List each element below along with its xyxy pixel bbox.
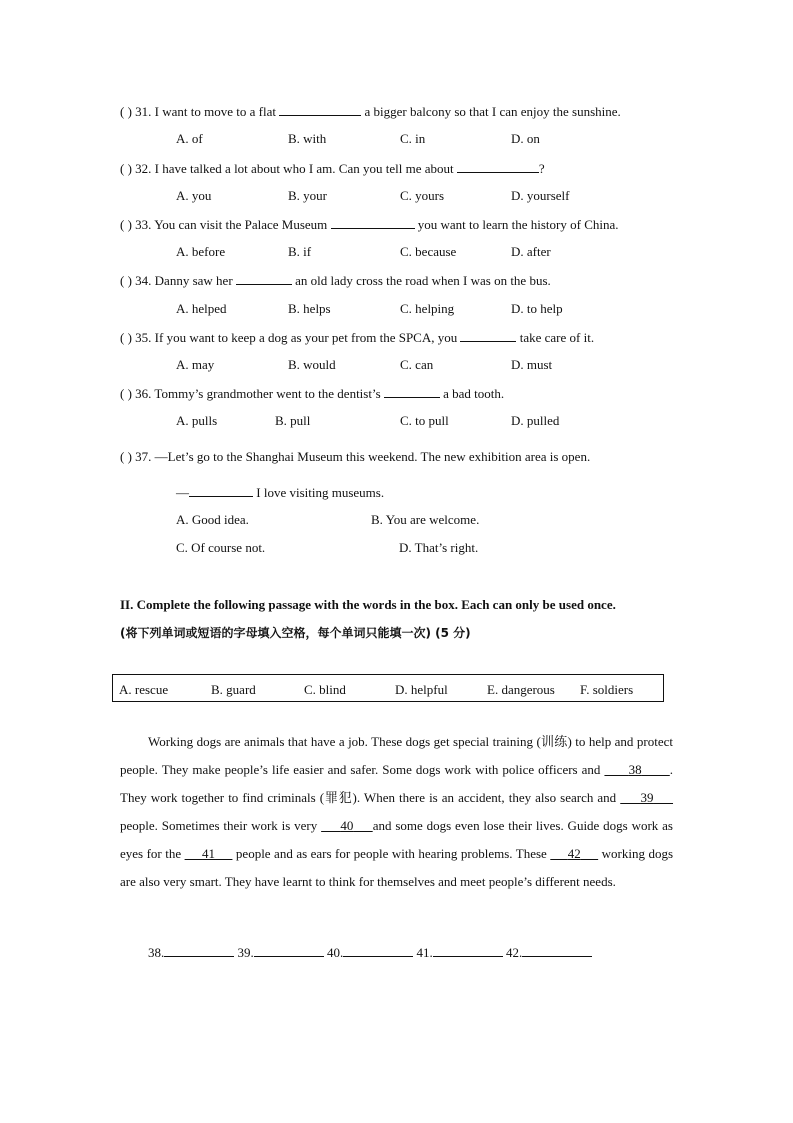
answer-label: 42. [506,945,523,960]
blank-42[interactable]: 42 [567,846,581,861]
passage-text: . They work together to find criminals (罪犯). When there is an accident, they also search and [120,762,674,805]
option-b[interactable]: B. your [288,188,327,203]
option-d[interactable]: D. after [511,244,551,259]
word-option: E. dangerous [487,682,555,697]
option-c[interactable]: C. in [400,131,426,146]
answer-paren[interactable]: ( ) [120,104,132,119]
question-35 [120,329,594,346]
answer-label: 38. [148,945,165,960]
option-d[interactable]: D. pulled [511,413,560,428]
answer-paren[interactable]: ( ) [120,217,132,232]
option-a[interactable]: A. pulls [176,413,218,428]
passage-text: working dogs are also very smart. They have learnt to think for themselves and meet people’s different needs. [120,846,673,889]
answer-blank[interactable] [457,160,539,173]
word-option: F. soldiers [580,682,634,697]
blank-38[interactable]: 38 [628,762,642,777]
question-36 [120,385,504,402]
option-a[interactable]: A. before [176,244,226,259]
option-d[interactable]: D. on [511,131,540,146]
answer-paren[interactable]: ( ) [120,161,132,176]
passage-text: Working dogs are animals that have a job. These dogs get special training (训练) to help and protect people. They make people’s life easier and safer. Some dogs work with police officers and [120,734,673,777]
option-a[interactable]: A. Good idea. [176,512,249,527]
option-a[interactable]: A. of [176,131,203,146]
option-d[interactable]: D. must [511,357,553,372]
option-b[interactable]: B. helps [288,301,331,316]
option-a[interactable]: A. may [176,357,215,372]
question-text: 35. If you want to keep a dog as your pet from the SPCA, you [135,330,458,345]
passage-text: people. Sometimes their work is very [120,818,318,833]
option-c[interactable]: C. helping [400,301,455,316]
option-c[interactable]: C. yours [400,188,445,203]
question-34 [120,272,551,289]
word-option: D. helpful [395,682,448,697]
answer-blank-38[interactable] [164,944,234,957]
option-b[interactable]: B. You are welcome. [371,512,480,527]
dash: — [176,485,189,500]
reply-text: I love visiting museums. [256,485,385,500]
answer-label: 39. [237,945,254,960]
answer-line [148,944,592,961]
section-subtitle: (将下列单词或短语的字母填入空格，每个单词只能填一次) (5 分) [120,626,471,640]
passage-text: and some dogs even lose their lives. Guide dogs work as eyes for the [120,818,673,861]
answer-paren[interactable]: ( ) [120,273,132,288]
passage-text: people and as ears for people with hearing problems. These [235,846,547,861]
passage [120,728,673,896]
option-d[interactable]: D. to help [511,301,563,316]
option-d[interactable]: D. That’s right. [399,540,479,555]
question-text: a bad tooth. [443,386,505,401]
answer-paren[interactable]: ( ) [120,386,132,401]
answer-paren[interactable]: ( ) [120,330,132,345]
answer-blank[interactable] [236,272,292,285]
word-option: B. guard [211,682,256,697]
question-33 [120,216,619,233]
question-32 [120,160,545,177]
question-text: take care of it. [519,330,595,345]
answer-blank[interactable] [384,385,440,398]
answer-blank[interactable] [279,103,361,116]
option-a[interactable]: A. helped [176,301,227,316]
question-text: 31. I want to move to a flat [135,104,276,119]
question-text: a bigger balcony so that I can enjoy the sunshine. [364,104,621,119]
answer-blank-39[interactable] [254,944,324,957]
question-text: 34. Danny saw her [135,273,233,288]
answer-blank-41[interactable] [433,944,503,957]
dialogue-reply [176,484,384,501]
option-c[interactable]: C. because [400,244,457,259]
option-b[interactable]: B. if [288,244,312,259]
option-d[interactable]: D. yourself [511,188,570,203]
answer-paren[interactable]: ( ) [120,449,132,464]
blank-39[interactable]: 39 [640,790,654,805]
option-c[interactable]: C. to pull [400,413,449,428]
answer-blank[interactable] [189,484,253,497]
question-text: 36. Tommy’s grandmother went to the dentist’s [135,386,381,401]
question-text: ? [538,161,545,176]
question-text: you want to learn the history of China. [417,217,619,232]
answer-blank-42[interactable] [522,944,592,957]
word-option: A. rescue [119,682,169,697]
blank-40[interactable]: 40 [340,818,354,833]
option-b[interactable]: B. pull [275,413,311,428]
blank-41[interactable]: 41 [202,846,216,861]
question-text: an old lady cross the road when I was on the bus. [295,273,551,288]
answer-label: 41. [416,945,433,960]
question-text: 33. You can visit the Palace Museum [135,217,328,232]
option-c[interactable]: C. can [400,357,434,372]
option-b[interactable]: B. with [288,131,327,146]
word-option: C. blind [304,682,346,697]
option-c[interactable]: C. Of course not. [176,540,266,555]
option-b[interactable]: B. would [288,357,336,372]
section-title: II. Complete the following passage with the words in the box. Each can only be used once. [120,597,616,612]
answer-label: 40. [327,945,344,960]
question-text: 32. I have talked a lot about who I am. Can you tell me about [135,161,454,176]
question-text: 37. —Let’s go to the Shanghai Museum this weekend. The new exhibition area is open. [135,449,591,464]
answer-blank[interactable] [331,216,415,229]
answer-blank[interactable] [460,329,516,342]
option-a[interactable]: A. you [176,188,212,203]
question-31 [120,103,621,120]
answer-blank-40[interactable] [343,944,413,957]
word-box [112,674,664,702]
question-37 [120,449,590,465]
